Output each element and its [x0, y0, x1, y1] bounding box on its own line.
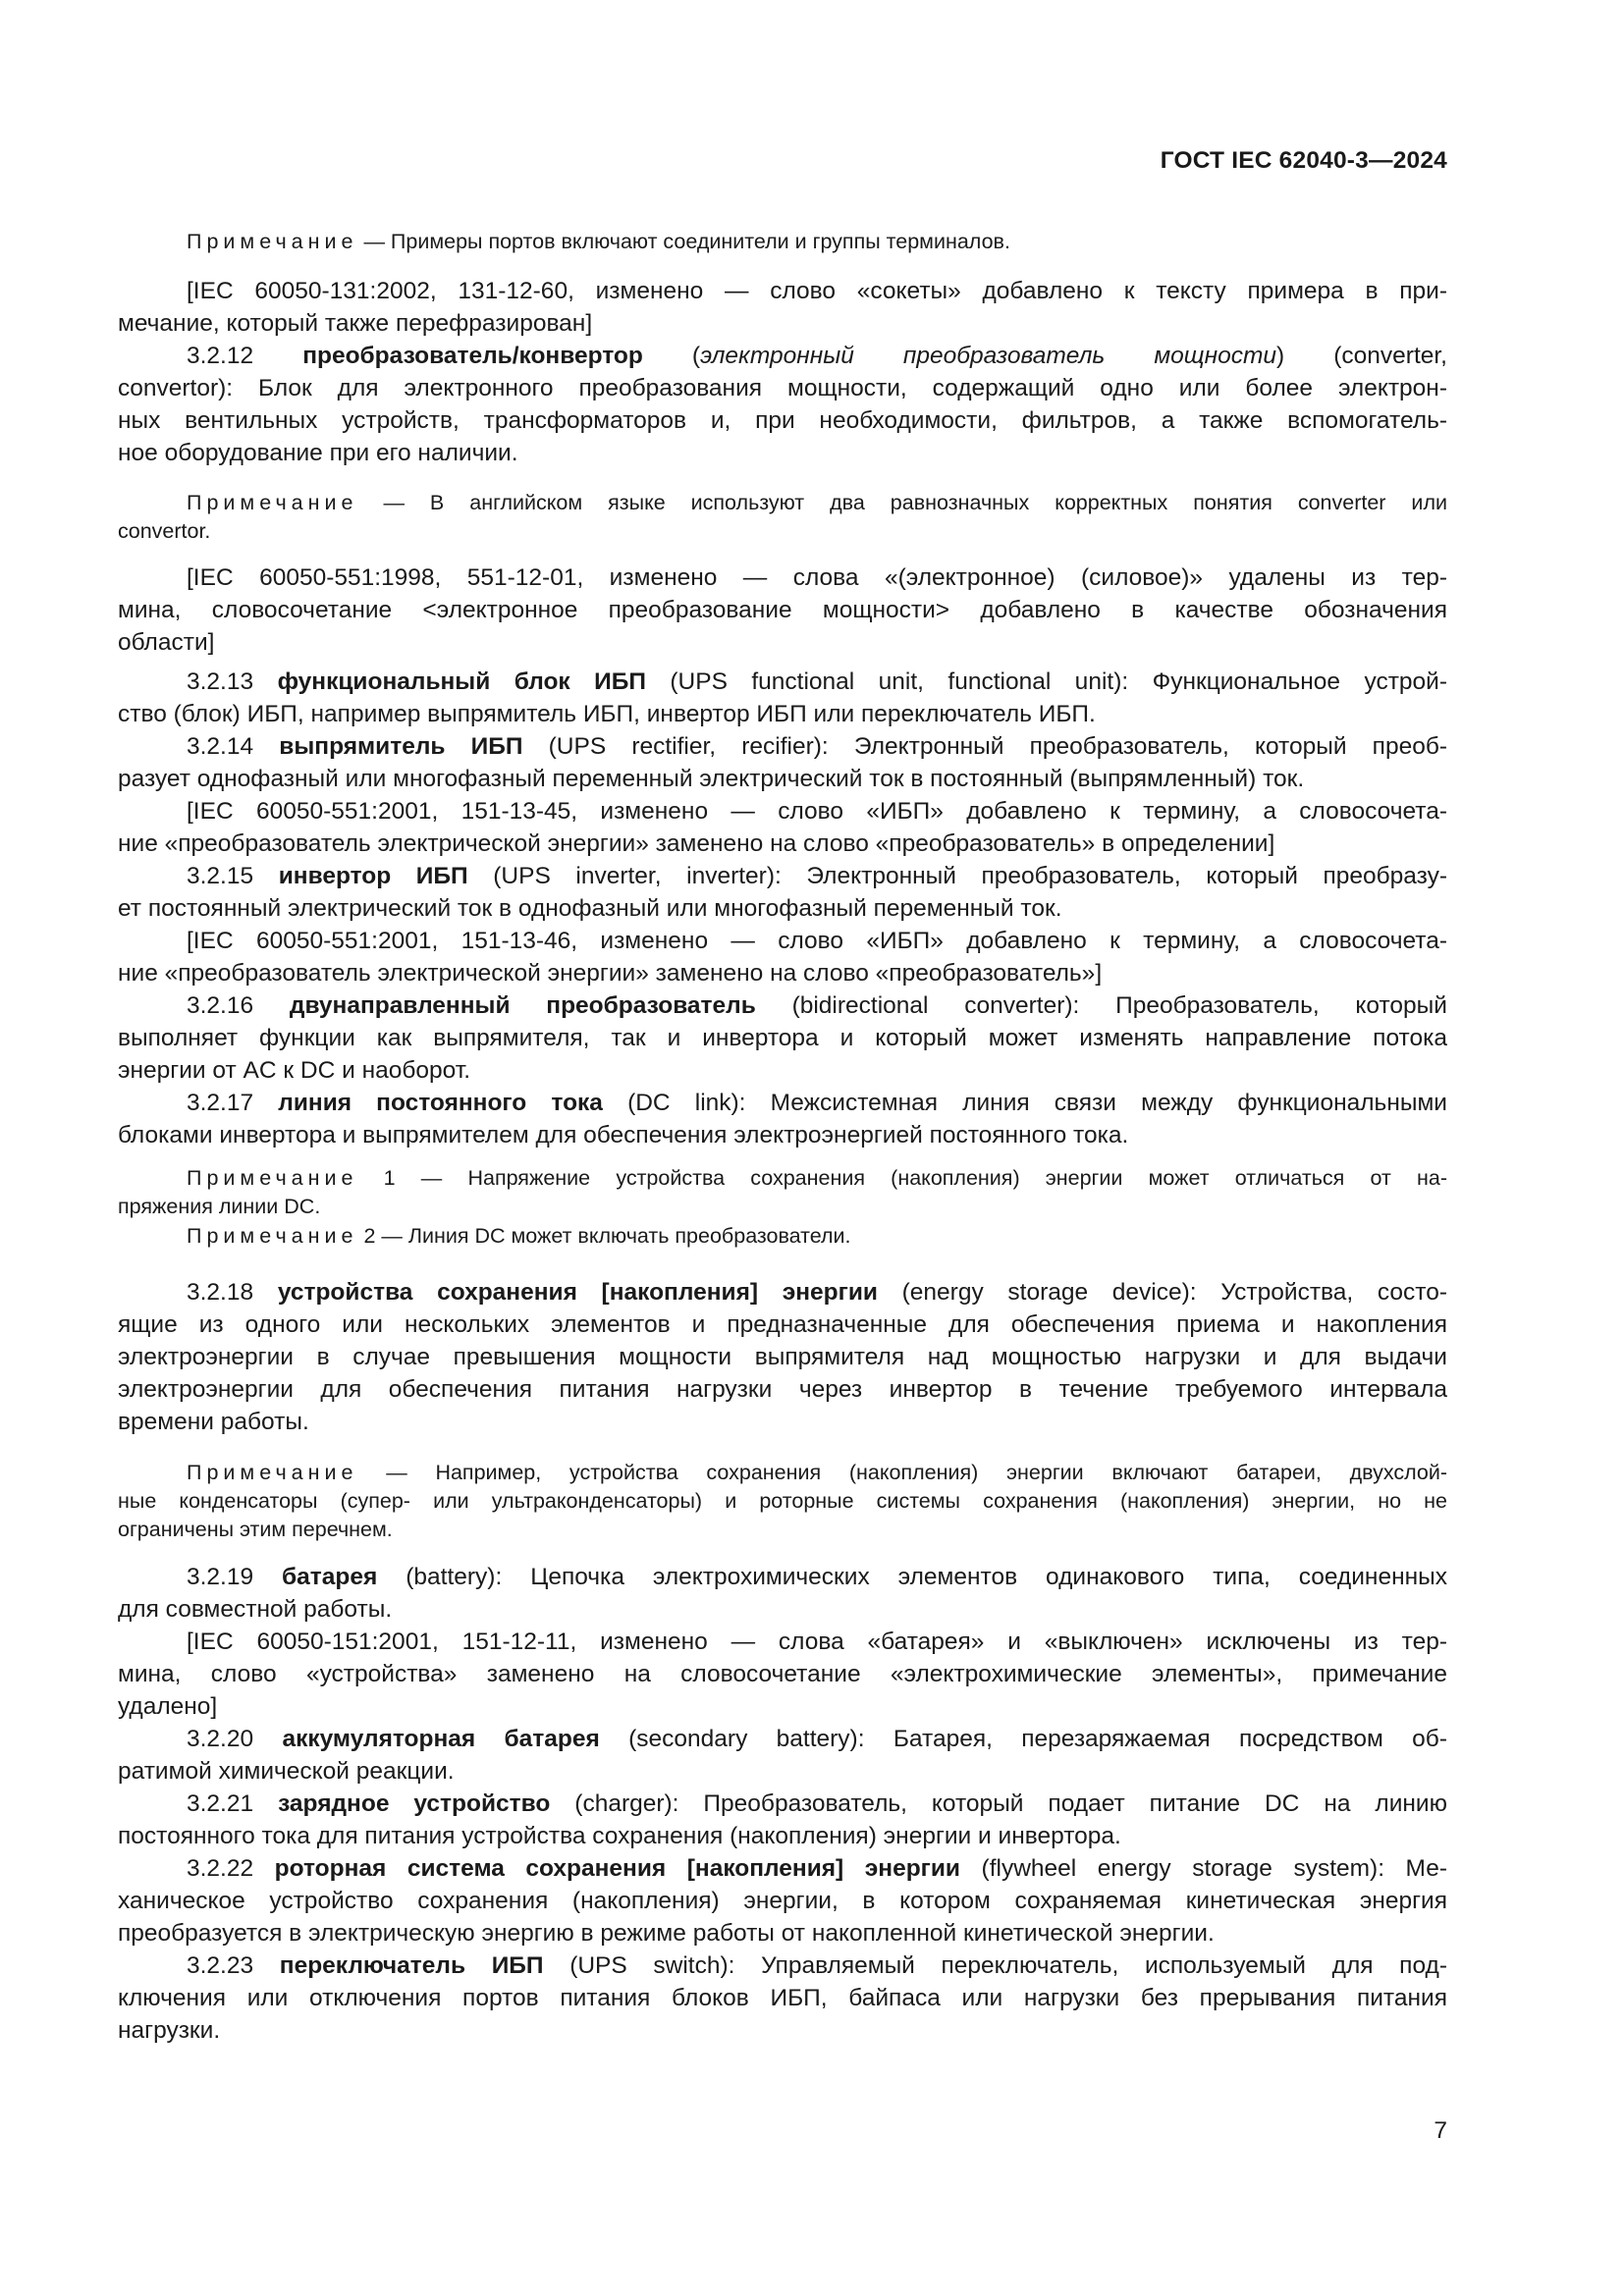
term-3-2-15: 3.2.15 инвертор ИБП (UPS inverter, inverter): Электронный преобразователь, который преобразу- ет постоянный электрический ток в однофазный или многофазный переменный ток. — [118, 863, 1448, 922]
document-code-header: ГОСТ IEC 62040-3—2024 — [1160, 147, 1447, 174]
term-3-2-17: 3.2.17 линия постоянного тока (DC link): Межсистемная линия связи между функциональными блоками инвертора и выпрямителем для обеспечения электроэнергией постоянного тока. — [118, 1090, 1447, 1148]
term-3-2-22: 3.2.22 роторная система сохранения [накопления] энергии (flywheel energy storage system): Ме- ханическое устройство сохранения (накопления) энергии, в котором сохраняемая кинетическая энергия преобразуется в электрическую энергию в режиме работы от накопленной кинетической энергии. — [118, 1855, 1448, 1947]
term-3-2-12: 3.2.12 преобразователь/конвертор (электронный преобразователь мощности) (converter, convertor): Блок для электронного преобразования мощности, содержащий одно или более электрон- ных вентильных устройств, трансформаторов и, при необходимости, фильтров, а также вспомогатель- ное оборудование при его наличии. — [118, 343, 1447, 466]
term-3-2-21: 3.2.21 зарядное устройство (charger): Преобразователь, который подает питание DC на линию постоянного тока для питания устройства сохранения (накопления) энергии и инвертора. — [118, 1790, 1447, 1849]
term-3-2-14: 3.2.14 выпрямитель ИБП (UPS rectifier, recifier): Электронный преобразователь, который преоб- разует однофазный или многофазный переменный электрический ток в постоянный (выпрямленный) ток. — [118, 733, 1448, 792]
note-ports: Примечание — Примеры портов включают соединители и группы терминалов. — [187, 230, 1010, 253]
reference-151-12-11: [IEC 60050-151:2001, 151-12-11, изменено — слова «батарея» и «выключен» исключены из тер- мина, слово «устройства» заменено на словосочетание «электрохимические элементы», примечание удалено] — [118, 1629, 1447, 1720]
note-converter: Примечание — В английском языке используют два равнозначных корректных понятия converter или convertor. — [118, 491, 1447, 543]
page-number: 7 — [1434, 2117, 1447, 2144]
term-3-2-20: 3.2.20 аккумуляторная батарея (secondary battery): Батарея, перезаряжаемая посредством об- ратимой химической реакции. — [118, 1726, 1447, 1785]
reference-151-13-45: [IEC 60050-551:2001, 151-13-45, изменено — слово «ИБП» добавлено к термину, а словосочета- ние «преобразователь электрической энергии» заменено на слово «преобразователь» в определении] — [118, 798, 1447, 857]
reference-551-12-01: [IEC 60050-551:1998, 551-12-01, изменено — слова «(электронное) (силовое)» удалены из тер- мина, словосочетание <электронное преобразование мощности> добавлено в качестве обозначения области] — [118, 564, 1447, 656]
note-energy-storage: Примечание — Например, устройства сохранения (накопления) энергии включают батареи, двухслой- ные конденсаторы (супер- или ультраконденсаторы) и роторные системы сохранения (накопления) энергии, но не ограничены этим перечнем. — [118, 1461, 1447, 1541]
reference-151-13-46: [IEC 60050-551:2001, 151-13-46, изменено — слово «ИБП» добавлено к термину, а словосочета- ние «преобразователь электрической энергии» заменено на слово «преобразователь»] — [118, 928, 1447, 987]
note-dc-link-1: Примечание 1 — Напряжение устройства сохранения (накопления) энергии может отличаться от на- пряжения линии DC. — [118, 1166, 1447, 1218]
note-label: Примечание — [187, 230, 358, 253]
term-3-2-19: 3.2.19 батарея (battery): Цепочка электрохимических элементов одинакового типа, соединенных для совместной работы. — [118, 1564, 1447, 1623]
term-3-2-23: 3.2.23 переключатель ИБП (UPS switch): Управляемый переключатель, используемый для под- ключения или отключения портов питания блоков ИБП, байпаса или нагрузки без прерывания питания нагрузки. — [118, 1952, 1447, 2044]
term-3-2-13: 3.2.13 функциональный блок ИБП (UPS functional unit, functional unit): Функциональное устрой- ство (блок) ИБП, например выпрямитель ИБП, инвертор ИБП или переключатель ИБП. — [118, 668, 1448, 727]
term-3-2-18: 3.2.18 устройства сохранения [накопления] энергии (energy storage device): Устройства, состо- ящие из одного или нескольких элементов и предназначенные для обеспечения приема и накопления электроэнергии в случае превышения мощности выпрямителя над мощностью нагрузки и для выдачи электроэнергии для обеспечения питания нагрузки через инвертор в течение требуемого интервала времени работы. — [118, 1279, 1448, 1435]
reference-131-12-60: [IEC 60050-131:2002, 131-12-60, изменено — слово «сокеты» добавлено к тексту примера в при- мечание, который также перефразирован] — [118, 278, 1447, 337]
term-3-2-16: 3.2.16 двунаправленный преобразователь (bidirectional converter): Преобразователь, который выполняет функции как выпрямителя, так и инвертора и который может изменять направление потока энергии от AC к DC и наоборот. — [118, 992, 1447, 1084]
note-dc-link-2: Примечание 2 — Линия DC может включать преобразователи. — [187, 1224, 851, 1248]
